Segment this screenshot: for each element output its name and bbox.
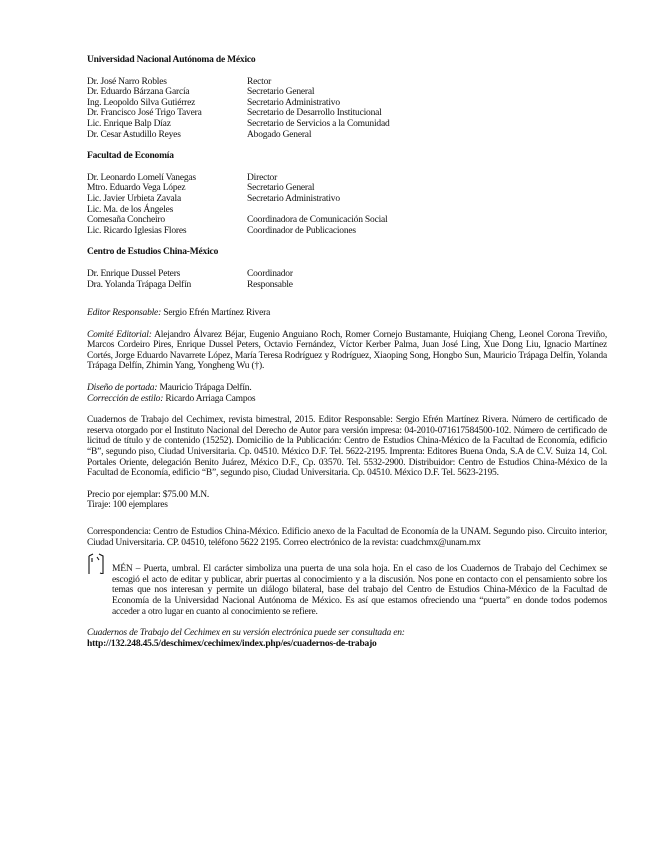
price-line: Precio por ejemplar: $75.00 M.N. (87, 489, 210, 500)
cechimex-roster (87, 269, 607, 290)
unam-roster (87, 77, 607, 141)
portada-value: Mauricio Trápaga Delfín. (159, 383, 252, 394)
correspondence-paragraph: Correspondencia: Centro de Estudios China-México. Edificio anexo de la Facultad de Economía de la UNAM. Segundo piso. Circuito interior, Ciudad Universitaria. CP. 04510, teléfono 5622 2195. Correo electrónico de la revista: cuadchmx@unam.mx (87, 527, 607, 548)
economia-name: Mtro. Eduardo Vega López (87, 183, 186, 194)
editor-label: Editor Responsable: (87, 308, 162, 319)
unam-role: Secretario de Servicios a la Comunidad (247, 118, 390, 129)
cechimex-role: Coordinador (247, 268, 293, 279)
portada-label: Diseño de portada: (87, 383, 158, 394)
economia-role: Coordinadora de Comunicación Social (247, 215, 388, 226)
men-door-icon (87, 552, 105, 574)
cechimex-heading: Centro de Estudios China-México (87, 247, 219, 258)
economia-name: Lic. Javier Urbieta Zavala (87, 193, 181, 204)
economia-heading: Facultad de Economía (87, 151, 174, 162)
comite-paragraph (87, 330, 607, 372)
unam-role: Secretario Administrativo (247, 97, 340, 108)
unam-name: Dr. Eduardo Bárzana García (87, 87, 190, 98)
economia-role: Secretario Administrativo (247, 193, 340, 204)
economia-role: Secretario General (247, 183, 315, 194)
economia-role (247, 205, 607, 216)
comite-value: Alejandro Álvarez Béjar, Eugenio Anguiano Roch, Romer Cornejo Bustamante, Huiqiang Cheng, Leonel Corona Treviño, Marcos Cordeiro Pires, Enrique Dussel Peters, Octavio Fernández, Víctor Kerber Palma, Juan José Ling, Xue Dong Liu, Ignacio Martínez Cortés, Jorge Eduardo Navarrete López, María Teresa Rodríguez y Rodríguez, Xiaoping Song, Hongbo Sun, Mauricio Trápaga Delfín, Yolanda Trápaga Delfín, Zhimin Yang, Yongheng Wu (†). (87, 329, 608, 372)
unam-role: Secretario General (247, 87, 315, 98)
economia-name: Comesaña Concheiro (87, 215, 165, 226)
unam-name: Ing. Leopoldo Silva Gutiérrez (87, 97, 196, 108)
electronic-note: Cuadernos de Trabajo del Cechimex en su versión electrónica puede ser consultada en: (87, 628, 405, 639)
credits-page (87, 55, 607, 649)
unam-name: Dr. José Narro Robles (87, 76, 167, 87)
cechimex-name: Dr. Enrique Dussel Peters (87, 268, 181, 279)
unam-name: Lic. Enrique Balp Díaz (87, 118, 171, 129)
tiraje-line: Tiraje: 100 ejemplares (87, 500, 168, 511)
portada-line (87, 383, 607, 394)
unam-role: Secretario de Desarrollo Institucional (247, 108, 382, 119)
economia-role: Coordinador de Publicaciones (247, 225, 356, 236)
economia-name: Lic. Ricardo Iglesias Flores (87, 225, 187, 236)
unam-heading: Universidad Nacional Autónoma de México (87, 55, 256, 65)
economia-roster (87, 173, 607, 237)
unam-role: Rector (247, 76, 272, 87)
economia-role: Director (247, 172, 278, 183)
editor-value: Sergio Efrén Martínez Rivera (163, 308, 271, 319)
estilo-label: Corrección de estilo: (87, 393, 164, 404)
editor-line (87, 308, 607, 319)
estilo-value: Ricardo Arriaga Campos (165, 393, 256, 404)
estilo-line (87, 394, 607, 405)
comite-label: Comité Editorial: (87, 329, 152, 340)
unam-name: Dr. Francisco José Trigo Tavera (87, 108, 202, 119)
cechimex-role: Responsable (247, 279, 293, 290)
economia-name: Dr. Leonardo Lomelí Vanegas (87, 172, 196, 183)
electronic-url[interactable]: http://132.248.45.5/deschimex/cechimex/index.php/es/cuadernos-de-trabajo (87, 638, 377, 649)
legal-paragraph: Cuadernos de Trabajo del Cechimex, revista bimestral, 2015. Editor Responsable: Sergio Efrén Martínez Rivera. Número de certificado de reserva otorgado por el Instituto Nacional del Derecho de Autor para versión impresa: 04-2010-071617584500-102. Número de certificado de licitud de título y de contenido (15252). Domicilio de la Publicación: Centro de Estudios China-México de la Facultad de Economía, edificio “B”, segundo piso, Ciudad Universitaria. Cp. 04510. México D.F. Tel. 5622-2195. Imprenta: Editores Buena Onda, S.A de C.V. Suiza 14, Col. Portales Oriente, delegación Benito Juárez, México D.F., Cp. 03570. Tel. 5532-2900. Distribuidor: Centro de Estudios China-México de la Facultad de Economía, edificio “B”, segundo piso, Ciudad Universitaria. Cp. 04510. México D.F. Tel. 5623-2195. (87, 415, 607, 479)
unam-role: Abogado General (247, 129, 312, 140)
men-paragraph: MÉN – Puerta, umbral. El carácter simboliza una puerta de una sola hoja. En el caso de los Cuadernos de Trabajo del Cechimex se escogió el acto de editar y publicar, abrir puertas al conocimiento y a la discusión. Nos pone en contacto con el pensamiento sobre los temas que nos interesan y permite un diálogo bilateral, base del trabajo del Centro de Estudios China-México de la Facultad de Economía de la Universidad Nacional Autónoma de México. Es así que estamos ofreciendo una “puerta” en donde todos podemos acceder a otro lugar en cuanto al conocimiento se refiere. (112, 564, 607, 617)
cechimex-name: Dra. Yolanda Trápaga Delfín (87, 279, 192, 290)
men-block (87, 564, 607, 617)
unam-name: Dr. Cesar Astudillo Reyes (87, 129, 181, 140)
economia-name: Lic. Ma. de los Ángeles (87, 204, 174, 215)
